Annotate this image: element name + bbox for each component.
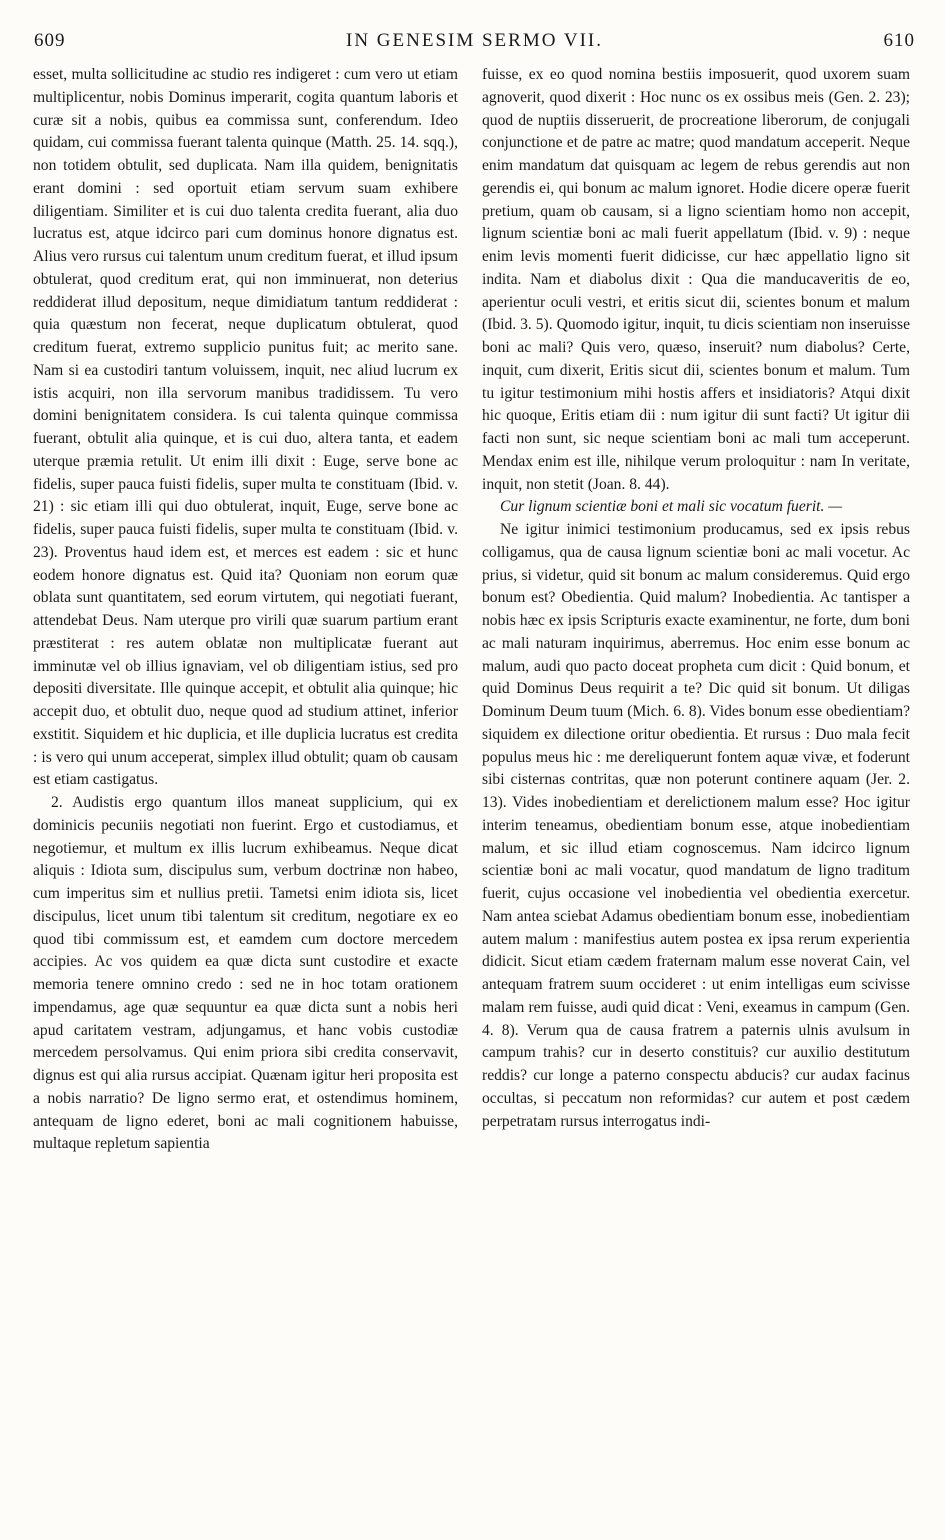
section-heading: Cur lignum scientiæ boni et mali sic vocatum fuerit. —	[500, 498, 843, 516]
page-number-left: 609	[34, 30, 66, 51]
page-title: IN GENESIM SERMO VII.	[346, 30, 603, 51]
running-head	[34, 30, 915, 58]
left-column	[33, 64, 458, 1156]
page-number-right: 610	[883, 30, 915, 51]
paragraph: Ne igitur inimici testimonium producamus, sed ex ipsis rebus colligamus, qua de causa lignum scientiæ boni ac mali vocetur. Ac prius, si videtur, quid sit bonum ac malum consideremus. Quid ergo bonum est? Obedientia. Quid malum? Inobedientia. Ac tantisper a nobis hæc ex ipsis Scripturis exacte examinentur, ne forte, dum boni ac mali naturam inquirimus, aberremus. Hoc enim esse bonum ac malum, audi quo pacto doceat propheta cum dicit : Quid bonum, et quid Dominus Deus requirit a te? Dic quid sit bonum. Ut diligas Dominum Deum tuum (Mich. 6. 8). Vides bonum esse obedientiam? siquidem ex dilectione oritur obedientia. Et rursus : Duo mala fecit populus meus hic : me dereliquerunt fontem aquæ vivæ, et foderunt sibi cisternas contritas, quæ non poterunt continere aquam (Jer. 2. 13). Vides inobedientiam et derelictionem malum esse? Hoc igitur interim teneamus, obedientiam bonum esse, atque inobedientiam malum, et sic illud etiam cognoscemus. Nam idcirco lignum scientiæ boni ac mali vocatur, quod mandatum de ligno traditum fuerit, cujus occasione vel inobedientia vel obedientia exercetur. Nam antea sciebat Adamus obedientiam bonum esse, inobedientiam autem malum : manifestius autem postea ex ipsa rerum experientia didicit. Sicut etiam cædem fraternam malum esse noverat Cain, vel antequam fratrem suum occideret : ut enim intelligas eum scivisse malam rem fuisse, audi quid dicat : Veni, exeamus in campum (Gen. 4. 8). Verum qua de causa fratrem a paternis ulnis avulsum in campum trahis? cur in deserto constituis? cur auxilio destitutum reddis? cur longe a paterno conspectu abducis? cur audax facinus occultas, si peccatum non reformidas? cur autem et post cædem perpetratam rursus interrogatus indi-	[482, 521, 910, 1130]
paragraph: 2. Audistis ergo quantum illos maneat supplicium, qui ex dominicis pecuniis negotiati non fuerint. Ergo et custodiamus, et negotiemur, et multum ex illis lucrum exhibeamus. Neque dicat aliquis : Idiota sum, discipulus sum, verbum doctrinæ non habeo, cum imperitus sim et nullius pretii. Tametsi enim idiota sis, licet discipulus, licet unum tibi talentum sit creditum, negotiare ex eo quod tibi commissum est, et eamdem cum doctore mercedem accipies. Ac vos quidem ea quæ dicta sunt custodire et exacte memoria tenere omnino credo : sed ne in hoc totam orationem impendamus, age quæ sequuntur ea quæ dicta sunt a nobis heri apud caritatem vestram, adjungamus, et hanc vobis custodiæ mercedem persolvamus. Qui enim priora sibi credita conservavit, dignus est qui alia rursus accipiat. Quænam igitur heri proposita est a nobis narratio? De ligno sermo erat, et ostendimus hominem, antequam de ligno ederet, boni ac mali cognitionem habuisse, multaque repletum sapientia	[33, 794, 458, 1153]
right-column	[482, 64, 910, 1133]
paragraph: fuisse, ex eo quod nomina bestiis imposuerit, quod uxorem suam agnoverit, quod dixerit : Hoc nunc os ex ossibus meis (Gen. 2. 23); quod de nuptiis disseruerit, de procreatione liberorum, de conjugali conjunctione et de patre ac matre; quod mandatum acceperit. Neque enim mandatum dat quisquam ac legem de rebus gerendis aut non gerendis ei, qui bonum ac malum ignoret. Hodie dicere operæ fuerit pretium, quam ob causam, si a ligno scientiam homo non accepit, lignum scientiæ boni ac mali fuerit appellatum (Ibid. v. 9) : neque enim levis momenti fuerit didicisse, cur hæc appellatio ligno sit indita. Nam et diabolus dixit : Qua die manducaveritis de eo, aperientur oculi vestri, et eritis sicut dii, scientes bonum et malum (Ibid. 3. 5). Quomodo igitur, inquit, tu dicis scientiam non inseruisse boni ac mali? Quis vero, quæso, inseruit? num diabolus? Certe, inquit, cum dixerit, Eritis sicut dii, scientes bonum et malum. Tum tu igitur testimonium mihi hostis affers et insidiatoris? Atqui dixit hic quoque, Eritis etiam dii : num igitur dii sunt facti? Ut igitur dii facti non sunt, sic neque scientiam boni ac mali tum acceperunt. Mendax enim est ille, nihilque verum proloquitur : nam In veritate, inquit, non stetit (Joan. 8. 44).	[482, 66, 910, 493]
paragraph: esset, multa sollicitudine ac studio res indigeret : cum vero ut etiam multiplicentur, nobis Dominus imperarit, cogita quantum laboris et curæ sit a nobis, quibus ea commissa sunt, conferendum. Ideo quidam, cui commissa fuerant talenta quinque (Matth. 25. 14. sqq.), non totidem obtulit, sed duplicata. Nam illa quidem, benignitatis erant domini : sed oportuit etiam servum suam exhibere diligentiam. Similiter et is cui duo talenta credita fuerant, alia duo lucratus est, atque idcirco pari cum dominus honore dignatus est. Alius vero rursus cui talentum unum creditum fuerat, et illud ipsum obtulerat, quod creditum erat, qui non imminuerat, non deterius reddiderat illud depositum, neque dimidiatum tantum reddiderat : quia quæstum non fecerat, neque duplicatum obtulerat, quod creditum fuerat, extremo supplicio punitus fuit; ac merito sane. Nam si ea custodiri tantum voluissem, inquit, nec aliud lucrum ex istis acquiri, non illa servorum manibus tradidissem. Tu vero domini benignitatem considera. Is cui talenta quinque commissa fuerant, obtulit alia quinque, et is cui duo, altera tanta, et eadem uterque præmia retulit. Ut enim illi dixit : Euge, serve bone ac fidelis, super pauca fuisti fidelis, super multa te constituam (Ibid. v. 21) : sic etiam illi qui duo obtulerat, inquit, Euge, serve bone ac fidelis, super pauca fuisti fidelis, super multa te constituam (Ibid. v. 23). Proventus haud idem est, et merces est eadem : sic et hunc eodem honore dignatus est. Quid ita? Quoniam non eorum quæ oblata sunt quantitatem, sed eorum virtutem, qui negotiati fuerant, attendebat Deus. Nam uterque pro virili quæ suarum partium erant præstiterat : res autem oblatæ non multiplicatæ fuerant aut imminutæ vel ob illius ignaviam, vel ob diligentiam istius, sed pro depositi diversitate. Ille quinque accepit, et obtulit alia quinque; hic accepit duo, et obtulit duo, neque quod ad studium attinet, inferior exstitit. Siquidem et hic duplicia, et ille duplicia lucratus est credita : is vero qui unum acceperat, simplex illud obtulit; quam ob causam est etiam castigatus.	[33, 66, 458, 789]
